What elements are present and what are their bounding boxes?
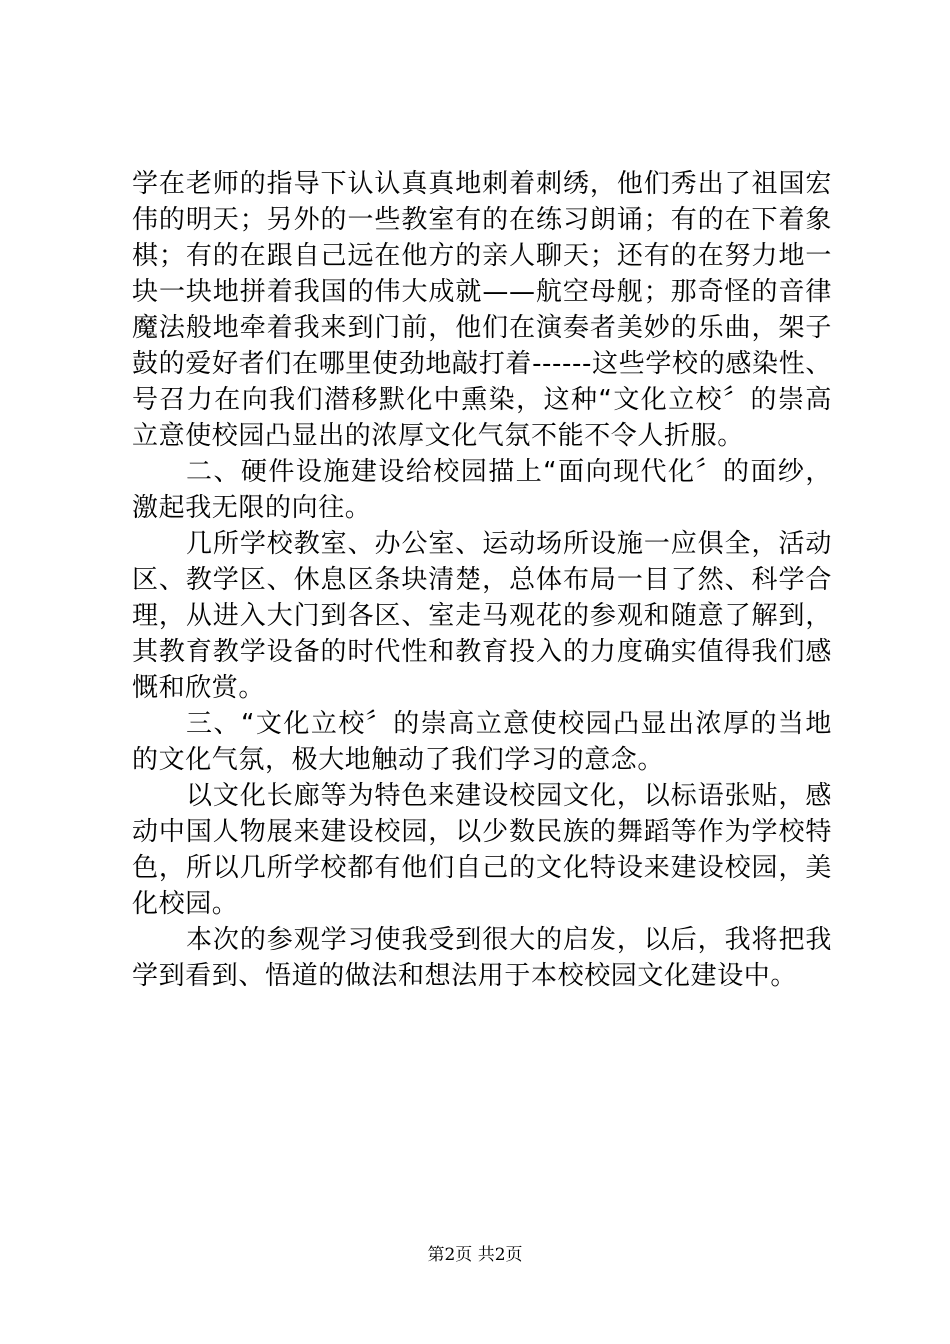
section-heading-culture: 三、“文化立校〞的崇高立意使校园凸显出浓厚的当地的文化气氛，极大地触动了我们学习的意念。 — [132, 709, 832, 775]
paragraph-continuation: 学在老师的指导下认认真真地刺着刺绣，他们秀出了祖国宏伟的明天；另外的一些教室有的在练习朗诵；有的在下着象棋；有的在跟自己远在他方的亲人聊天；还有的在努力地一块一块地拼着我国的伟大成就——航空母舰；那奇怪的音律魔法般地牵着我来到门前，他们在演奏者美妙的乐曲，架子鼓的爱好者们在哪里使劲地敲打着------这些学校的感染性、号召力在向我们潜移默化中熏染，这种“文化立校〞的崇高立意使校园凸显出的浓厚文化气氛不能不令人折服。 — [132, 169, 832, 451]
section-heading-hardware: 二、硬件设施建设给校园描上“面向现代化〞的面纱，激起我无限的向往。 — [132, 457, 832, 523]
paragraph-conclusion: 本次的参观学习使我受到很大的启发，以后，我将把我学到看到、悟道的做法和想法用于本校校园文化建设中。 — [132, 925, 832, 991]
paragraph-facilities: 几所学校教室、办公室、运动场所设施一应俱全，活动区、教学区、休息区条块清楚，总体布局一目了然、科学合理，从进入大门到各区、室走马观花的参观和随意了解到，其教育教学设备的时代性和教育投入的力度确实值得我们感慨和欣赏。 — [132, 529, 832, 703]
paragraph-culture: 以文化长廊等为特色来建设校园文化，以标语张贴，感动中国人物展来建设校园，以少数民族的舞蹈等作为学校特色，所以几所学校都有他们自己的文化特设来建设校园，美化校园。 — [132, 781, 832, 919]
page-number: 第2页 共2页 — [427, 1245, 523, 1265]
document-body — [132, 166, 832, 994]
